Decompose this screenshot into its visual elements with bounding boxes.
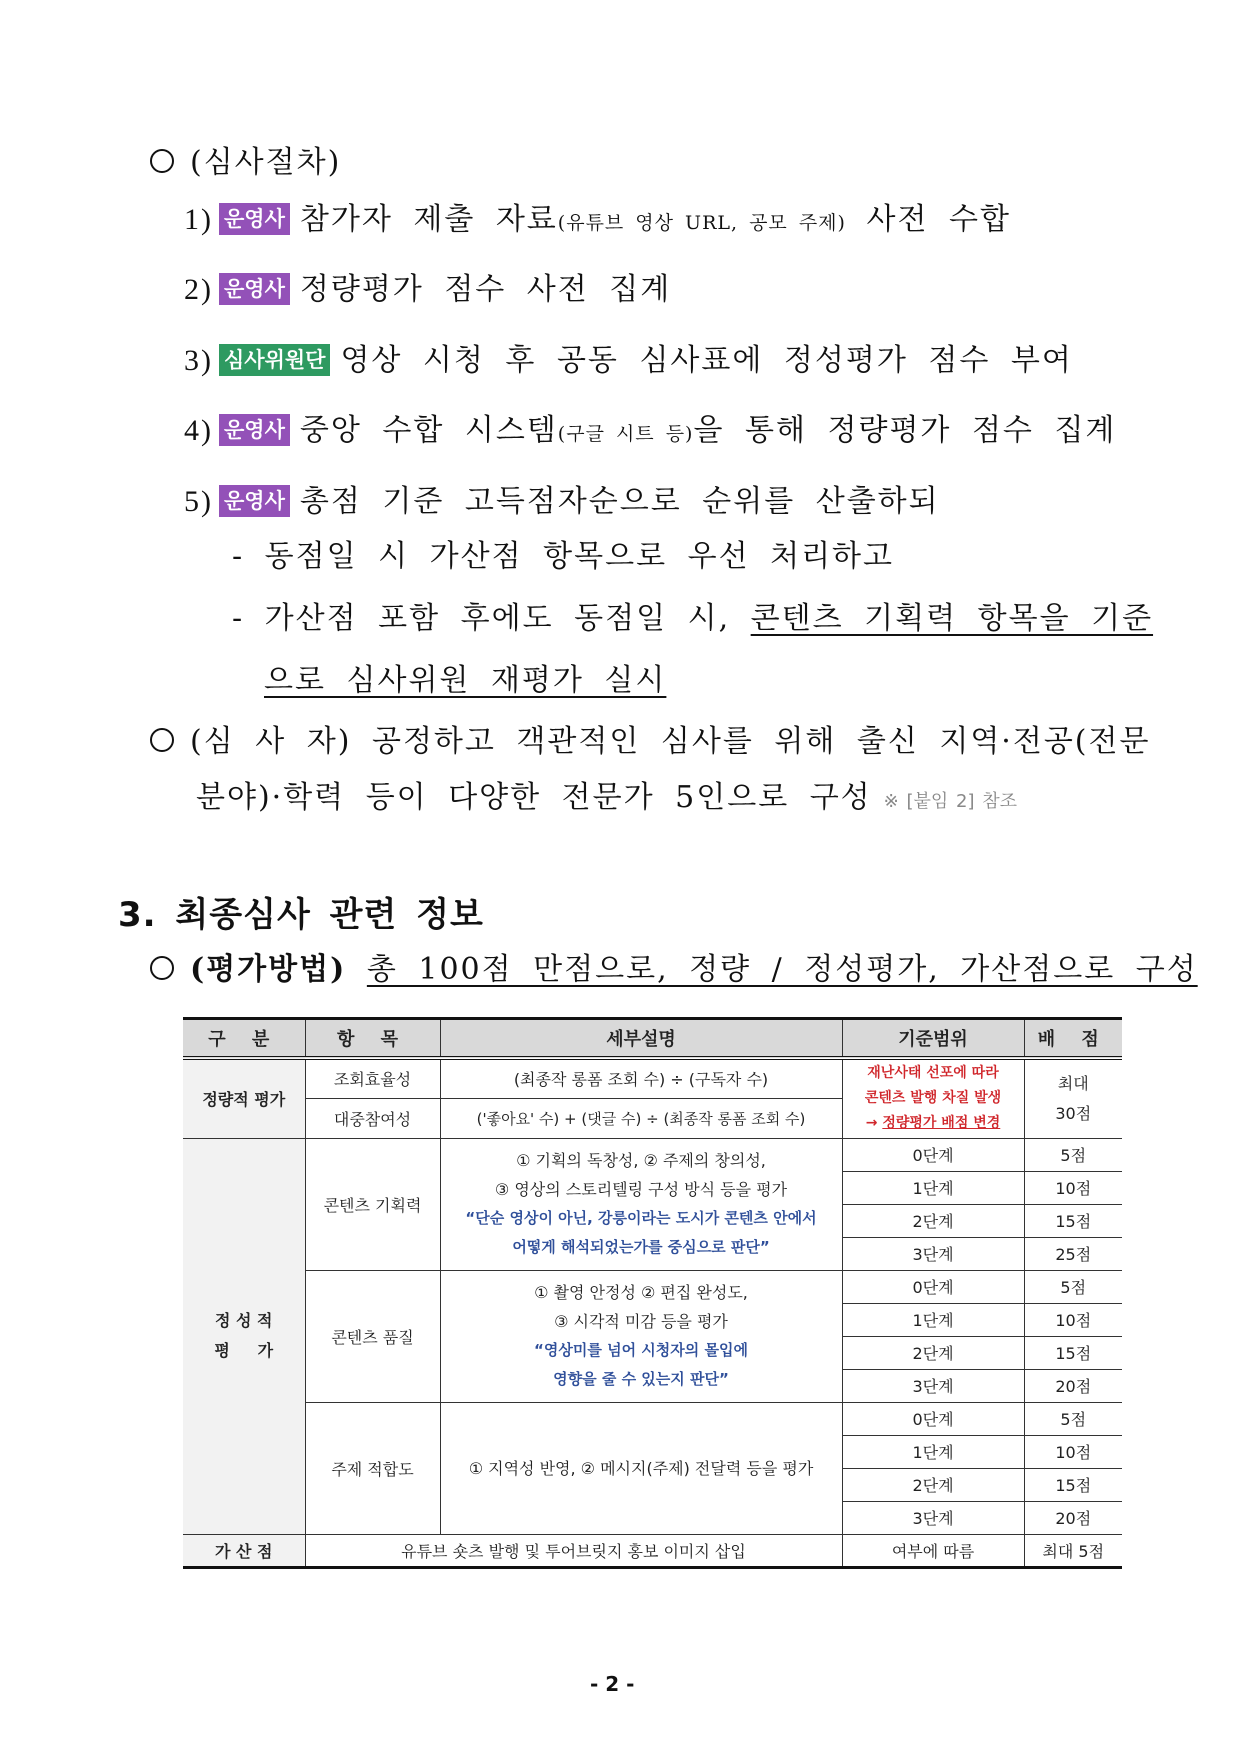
page-number: - 2 - [590, 1672, 635, 1696]
quantitative-range [842, 1058, 1024, 1138]
level: 0단계 [842, 1402, 1024, 1435]
header-range: 기준범위 [842, 1019, 1024, 1059]
score: 15점 [1024, 1204, 1122, 1237]
bonus-score: 최대 5점 [1024, 1534, 1122, 1567]
step-number: 4) [184, 414, 213, 447]
range-line [847, 1111, 1020, 1136]
reference-note: ※ [붙임 2] 참조 [883, 791, 1017, 812]
range-underlined: 정량평가 배점 변경 [882, 1115, 1001, 1132]
header-description: 세부설명 [440, 1019, 842, 1059]
judges-text: 분야)·학력 등이 다양한 전문가 5인으로 구성 [196, 780, 872, 815]
judges-line-2 [196, 778, 1017, 822]
desc-line: ① 촬영 안정성 ② 편집 완성도, [534, 1283, 748, 1302]
bonus-range: 여부에 따름 [842, 1534, 1024, 1567]
item-name: 콘텐츠 기획력 [305, 1138, 440, 1270]
procedure-sub-item-1 [232, 537, 894, 577]
header-score [1024, 1019, 1122, 1059]
operator-tag: 운영사 [219, 203, 290, 235]
step-text: 영상 시청 후 공동 심사표에 정성평가 점수 부여 [340, 343, 1073, 378]
score: 15점 [1024, 1336, 1122, 1369]
score: 20점 [1024, 1501, 1122, 1534]
quote-line: 영향을 줄 수 있는지 판단” [553, 1370, 729, 1388]
procedure-heading [150, 143, 341, 183]
level: 1단계 [842, 1171, 1024, 1204]
judges-line-1 [150, 722, 1150, 762]
score: 20점 [1024, 1369, 1122, 1402]
category-qualitative [183, 1138, 305, 1534]
table-row [183, 1058, 1122, 1098]
score-line: 30점 [1055, 1103, 1092, 1123]
table-row [183, 1402, 1122, 1435]
header-text: 배 점 [1037, 1029, 1109, 1050]
category-bonus: 가 산 점 [183, 1534, 305, 1567]
step-number: 1) [184, 203, 213, 236]
procedure-step-1 [184, 200, 1011, 243]
step-number: 3) [184, 344, 213, 377]
category-line: 평 가 [214, 1341, 274, 1360]
item-description [440, 1402, 842, 1534]
item-description [440, 1138, 842, 1270]
level: 3단계 [842, 1501, 1024, 1534]
procedure-sub-item-2 [232, 599, 1153, 639]
level: 1단계 [842, 1435, 1024, 1468]
judges-heading: (심 사 자) [190, 724, 352, 759]
heading-text: (심사절차) [190, 145, 342, 180]
section-title: 3. 최종심사 관련 정보 [118, 895, 484, 935]
header-category [183, 1019, 305, 1059]
item-description: ('좋아요' 수) + (댓글 수) ÷ (최종작 롱폼 조회 수) [440, 1098, 842, 1138]
item-name: 콘텐츠 품질 [305, 1270, 440, 1402]
header-text: 구 분 [208, 1029, 280, 1050]
quote-line: “단순 영상이 아닌, 강릉이라는 도시가 콘텐츠 안에서 [465, 1209, 817, 1227]
procedure-step-4 [184, 411, 1116, 454]
score: 10점 [1024, 1303, 1122, 1336]
item-name: 대중참여성 [305, 1098, 440, 1138]
category-quantitative: 정량적 평가 [183, 1058, 305, 1138]
procedure-step-5 [184, 482, 940, 522]
level: 2단계 [842, 1468, 1024, 1501]
score: 15점 [1024, 1468, 1122, 1501]
step-text: 중앙 수합 시스템 [299, 413, 558, 448]
circle-bullet-icon [150, 956, 174, 980]
range-line: 재난사태 선포에 따라 [867, 1065, 999, 1082]
step-text-after: 사전 수합 [866, 202, 1011, 237]
level: 2단계 [842, 1336, 1024, 1369]
table-row-bonus [183, 1534, 1122, 1567]
procedure-sub-item-2-continuation [264, 661, 666, 701]
step-text-after: 을 통해 정량평가 점수 집계 [693, 413, 1117, 448]
desc-line: ③ 시각적 미감 등을 평가 [554, 1312, 728, 1331]
sub-item-text: - 가산점 포함 후에도 동점일 시, [232, 601, 751, 636]
desc-line: ① 지역성 반영, ② 메시지(주제) 전달력 등을 평가 [468, 1458, 814, 1478]
header-item [305, 1019, 440, 1059]
score: 25점 [1024, 1237, 1122, 1270]
judges-tag: 심사위원단 [219, 344, 330, 376]
range-line: 콘텐츠 발행 차질 발생 [864, 1090, 1002, 1107]
level: 0단계 [842, 1138, 1024, 1171]
level: 1단계 [842, 1303, 1024, 1336]
operator-tag: 운영사 [219, 414, 290, 446]
operator-tag: 운영사 [219, 273, 290, 305]
desc-line: ① 기획의 독창성, ② 주제의 창의성, [516, 1151, 766, 1170]
score: 10점 [1024, 1435, 1122, 1468]
sub-item-underlined: 으로 심사위원 재평가 실시 [264, 663, 667, 698]
score: 5점 [1024, 1138, 1122, 1171]
level: 3단계 [842, 1237, 1024, 1270]
category-line: 정 성 적 [214, 1311, 273, 1330]
level: 3단계 [842, 1369, 1024, 1402]
quote-line: 어떻게 해석되었는가를 중심으로 판단” [512, 1238, 770, 1256]
step-number: 5) [184, 485, 213, 518]
score: 10점 [1024, 1171, 1122, 1204]
sub-item-underlined: 콘텐츠 기획력 항목을 기준 [750, 601, 1154, 636]
method-heading: (평가방법) [190, 952, 347, 987]
sub-item-text: - 동점일 시 가산점 항목으로 우선 처리하고 [232, 539, 895, 574]
step-number: 2) [184, 273, 213, 306]
bonus-description: 유튜브 숏츠 발행 및 투어브릿지 홍보 이미지 삽입 [305, 1534, 842, 1567]
quote-line: “영상미를 넘어 시청자의 몰입에 [534, 1341, 748, 1359]
table-row [183, 1270, 1122, 1303]
item-description [440, 1270, 842, 1402]
table-row [183, 1138, 1122, 1171]
method-text: 총 100점 만점으로, 정량 / 정성평가, 가산점으로 구성 [366, 952, 1198, 987]
circle-bullet-icon [150, 149, 174, 173]
evaluation-method [150, 950, 1198, 990]
procedure-step-3 [184, 341, 1073, 381]
quantitative-score [1024, 1058, 1122, 1138]
operator-tag: 운영사 [219, 485, 290, 517]
item-description: (최종작 롱폼 조회 수) ÷ (구독자 수) [440, 1058, 842, 1098]
level: 2단계 [842, 1204, 1024, 1237]
item-name: 주제 적합도 [305, 1402, 440, 1534]
item-name: 조회효율성 [305, 1058, 440, 1098]
desc-line: ③ 영상의 스토리텔링 구성 방식 등을 평가 [494, 1180, 788, 1199]
step-text: 정량평가 점수 사전 집계 [299, 272, 672, 307]
step-note: (구글 시트 등) [557, 423, 694, 445]
step-note: (유튜브 영상 URL, 공모 주제) [557, 212, 846, 234]
step-text: 참가자 제출 자료 [299, 202, 558, 237]
header-text: 항 목 [336, 1029, 409, 1050]
level: 0단계 [842, 1270, 1024, 1303]
score: 5점 [1024, 1402, 1122, 1435]
procedure-step-2 [184, 270, 671, 310]
judges-text: 공정하고 객관적인 심사를 위해 출신 지역·전공(전문 [371, 724, 1151, 759]
evaluation-table [183, 1017, 1122, 1569]
score: 5점 [1024, 1270, 1122, 1303]
score-line: 최대 [1057, 1073, 1089, 1093]
circle-bullet-icon [150, 728, 174, 752]
step-text: 총점 기준 고득점자순으로 순위를 산출하되 [299, 484, 940, 519]
arrow-icon: → [865, 1115, 883, 1132]
table-header-row [183, 1019, 1122, 1059]
